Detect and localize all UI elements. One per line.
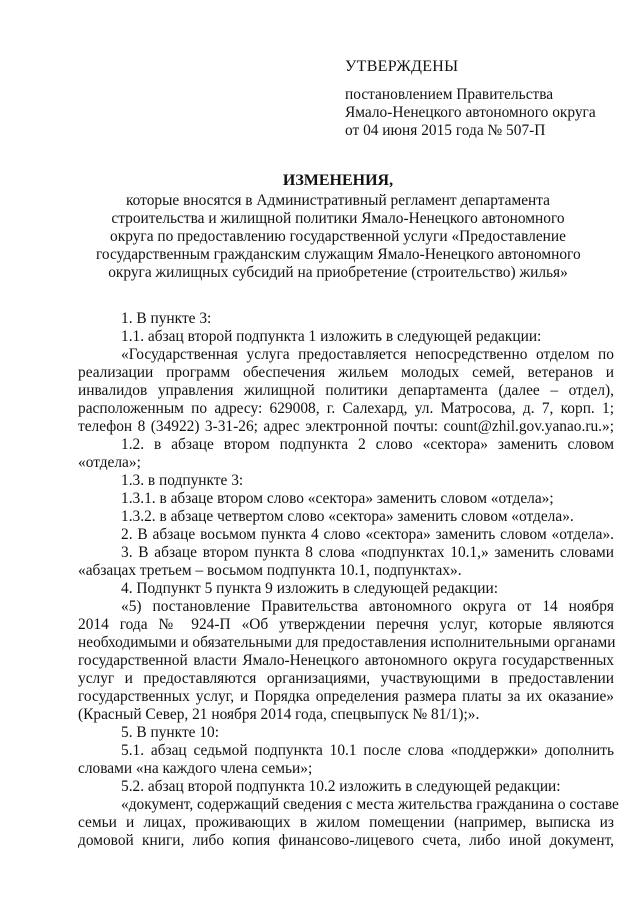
body-line: 2014 года № 924-П «Об утверждении перечня услуг, которые являются: [78, 616, 614, 633]
body-line: 1.3.2. в абзаце четвертом слово «сектора» заменить словом «отдела».: [121, 508, 574, 525]
body-line: домовой книги, либо копия финансово-лицевого счета, либо иной документ,: [78, 832, 614, 849]
body-line: (Красный Север, 21 ноября 2014 года, спецвыпуск № 81/1);».: [78, 706, 480, 723]
document-title: ИЗМЕНЕНИЯ,: [282, 172, 394, 189]
body-line: «5) постановление Правительства автономного округа от 14 ноября: [121, 598, 614, 615]
body-line: 1.3. в подпункте 3:: [121, 472, 244, 489]
body-line: 4. Подпункт 5 пункта 9 изложить в следующей редакции:: [121, 580, 498, 597]
body-line: 1.3.1. в абзаце втором слово «сектора» заменить словом «отдела»;: [121, 490, 554, 507]
body-line: 5. В пункте 10:: [121, 724, 220, 741]
subtitle-line: государственным гражданским служащим Ямало-Ненецкого автономного: [96, 246, 581, 263]
body-line: государственной власти Ямало-Ненецкого автономного округа государственных: [78, 652, 614, 669]
body-line: 1. В пункте 3:: [121, 310, 212, 327]
approval-line: постановлением Правительства: [345, 86, 554, 103]
body-line: 1.2. в абзаце втором подпункта 2 слово «сектора» заменить словом: [121, 436, 614, 453]
body-line: словами «на каждого члена семьи»;: [78, 760, 313, 777]
body-line: 1.1. абзац второй подпункта 1 изложить в следующей редакции:: [121, 328, 542, 345]
body-line: 5.1. абзац седьмой подпункта 10.1 после слова «поддержки» дополнить: [121, 742, 614, 759]
body-line: услуг и предоставляются организациями, участвующими в предоставлении: [78, 670, 614, 687]
body-line: «абзацах третьем – восьмом подпункта 10.1, подпунктах».: [78, 562, 462, 579]
approval-line: от 04 июня 2015 года № 507-П: [345, 122, 546, 139]
body-line: «Государственная услуга предоставляется непосредственно отделом по: [121, 346, 614, 363]
body-line: реализации программ обеспечения жильем молодых семей, ветеранов и: [78, 364, 614, 381]
subtitle-line: округа по предоставлению государственной услуги «Предоставление: [110, 228, 566, 245]
body-line: телефон 8 (34922) 3-31-26; адрес электронной почты: count@zhil.gov.yanao.ru.»;: [78, 418, 614, 435]
subtitle-line: которые вносятся в Административный регламент департамента: [125, 192, 551, 209]
body-line: расположенным по адресу: 629008, г. Салехард, ул. Матросова, д. 7, корп. 1;: [78, 400, 614, 417]
approval-title: УТВЕРЖДЕНЫ: [345, 58, 459, 75]
body-line: инвалидов управления жилищной политики департамента (далее – отдел),: [78, 382, 614, 399]
body-line: «отдела»;: [78, 454, 141, 471]
body-line: необходимыми и обязательными для предоставления исполнительными органами: [78, 634, 616, 651]
body-line: 3. В абзаце втором пункта 8 слова «подпунктах 10.1,» заменить словами: [121, 544, 614, 561]
body-line: 2. В абзаце восьмом пункта 4 слово «сектора» заменить словом «отдела».: [121, 526, 614, 543]
approval-line: Ямало-Ненецкого автономного округа: [345, 104, 596, 121]
subtitle-line: строительства и жилищной политики Ямало-Ненецкого автономного: [111, 210, 565, 227]
body-line: государственных услуг, и Порядка определения размера платы за их оказание»: [78, 688, 614, 705]
body-line: 5.2. абзац второй подпункта 10.2 изложить в следующей редакции:: [121, 778, 561, 795]
subtitle-line: округа жилищных субсидий на приобретение (строительство) жилья»: [108, 264, 568, 281]
body-line: «документ, содержащий сведения с места жительства гражданина о составе: [121, 796, 619, 813]
body-line: семьи и лицах, проживающих в жилом помещении (например, выписка из: [78, 814, 614, 831]
